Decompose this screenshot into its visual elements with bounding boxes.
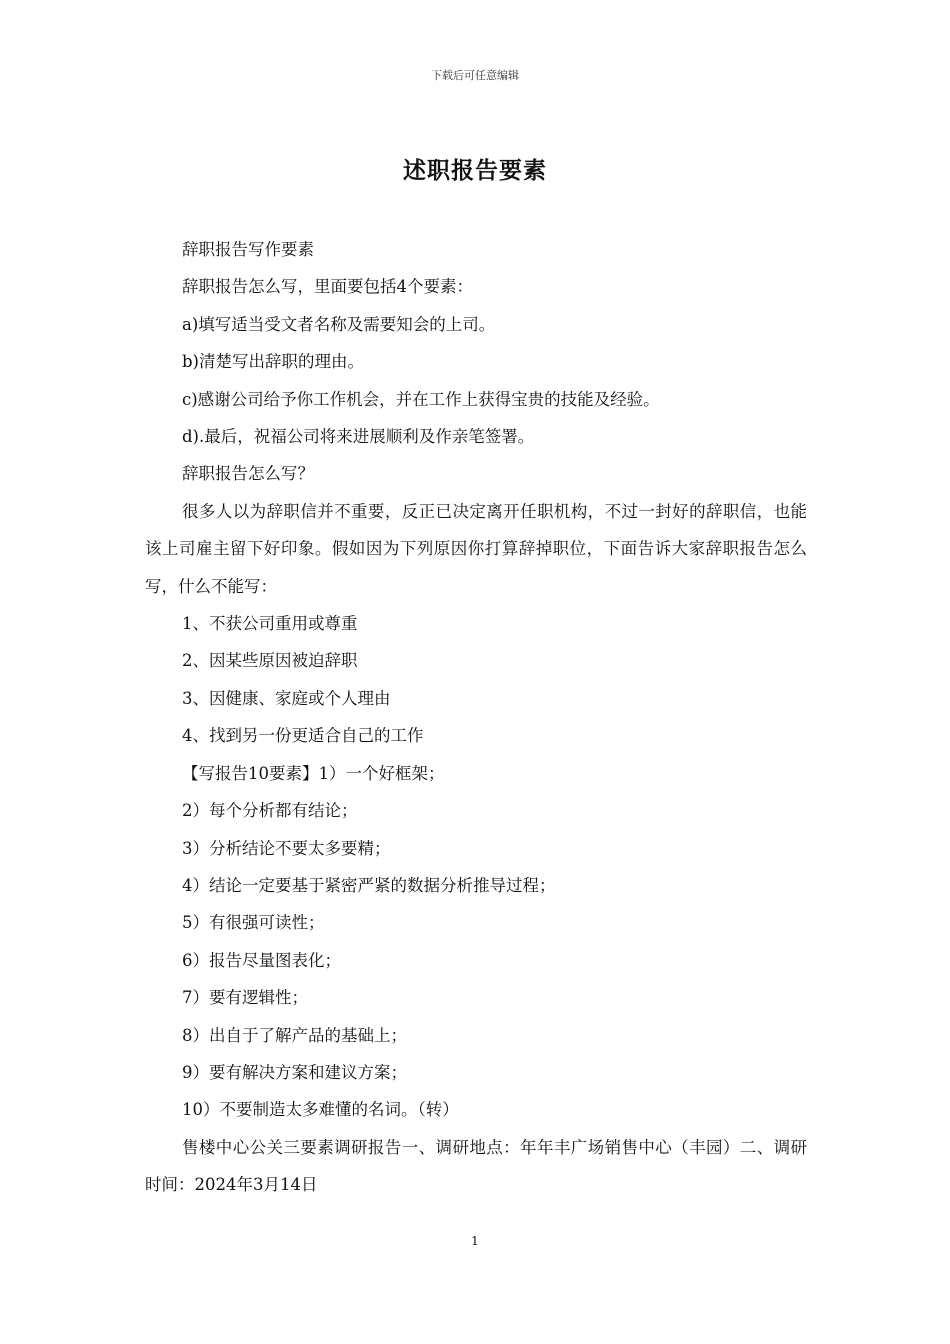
text-line: a)填写适当受文者名称及需要知会的上司。 bbox=[182, 314, 496, 334]
list-item: 【写报告10要素】1）一个好框架； bbox=[182, 763, 445, 783]
list-item: 8）出自于了解产品的基础上； bbox=[182, 1025, 407, 1045]
list-item: 2、因某些原因被迫辞职 bbox=[182, 651, 358, 671]
list-item: 1、不获公司重用或尊重 bbox=[182, 614, 358, 634]
text-line: 辞职报告怎么写，里面要包括4个要素： bbox=[182, 277, 473, 297]
list-item: 10）不要制造太多难懂的名词。（转） bbox=[182, 1100, 459, 1120]
header-note: 下载后可任意编辑 bbox=[431, 69, 519, 82]
list-item: 9）要有解决方案和建议方案； bbox=[182, 1062, 407, 1082]
document-body bbox=[145, 231, 807, 1204]
text-line: b)清楚写出辞职的理由。 bbox=[182, 352, 364, 372]
text-line: c)感谢公司给予你工作机会，并在工作上获得宝贵的技能及经验。 bbox=[182, 389, 660, 409]
list-item: 3、因健康、家庭或个人理由 bbox=[182, 688, 391, 708]
page-number: 1 bbox=[471, 1234, 479, 1248]
list-item: 2）每个分析都有结论； bbox=[182, 801, 358, 821]
text-line: d).最后，祝福公司将来进展顺利及作亲笔签署。 bbox=[182, 427, 535, 447]
text-line: 辞职报告怎么写？ bbox=[182, 464, 314, 484]
list-item: 5）有很强可读性； bbox=[182, 913, 325, 933]
document-title: 述职报告要素 bbox=[403, 157, 547, 184]
list-item: 4）结论一定要基于紧密严紧的数据分析推导过程； bbox=[182, 875, 556, 895]
body-paragraph: 很多人以为辞职信并不重要，反正已决定离开任职机构，不过一封好的辞职信，也能该上司雇主留下好印象。假如因为下列原因你打算辞掉职位，下面告诉大家辞职报告怎么写，什么不能写： bbox=[145, 501, 807, 596]
body-paragraph: 售楼中心公关三要素调研报告一、调研地点：年年丰广场销售中心（丰园）二、调研时间：2024年3月14日 bbox=[145, 1137, 807, 1195]
list-item: 4、找到另一份更适合自己的工作 bbox=[182, 726, 424, 746]
list-item: 6）报告尽量图表化； bbox=[182, 950, 341, 970]
list-item: 3）分析结论不要太多要精； bbox=[182, 838, 391, 858]
text-line: 辞职报告写作要素 bbox=[182, 240, 314, 259]
list-item: 7）要有逻辑性； bbox=[182, 988, 308, 1008]
